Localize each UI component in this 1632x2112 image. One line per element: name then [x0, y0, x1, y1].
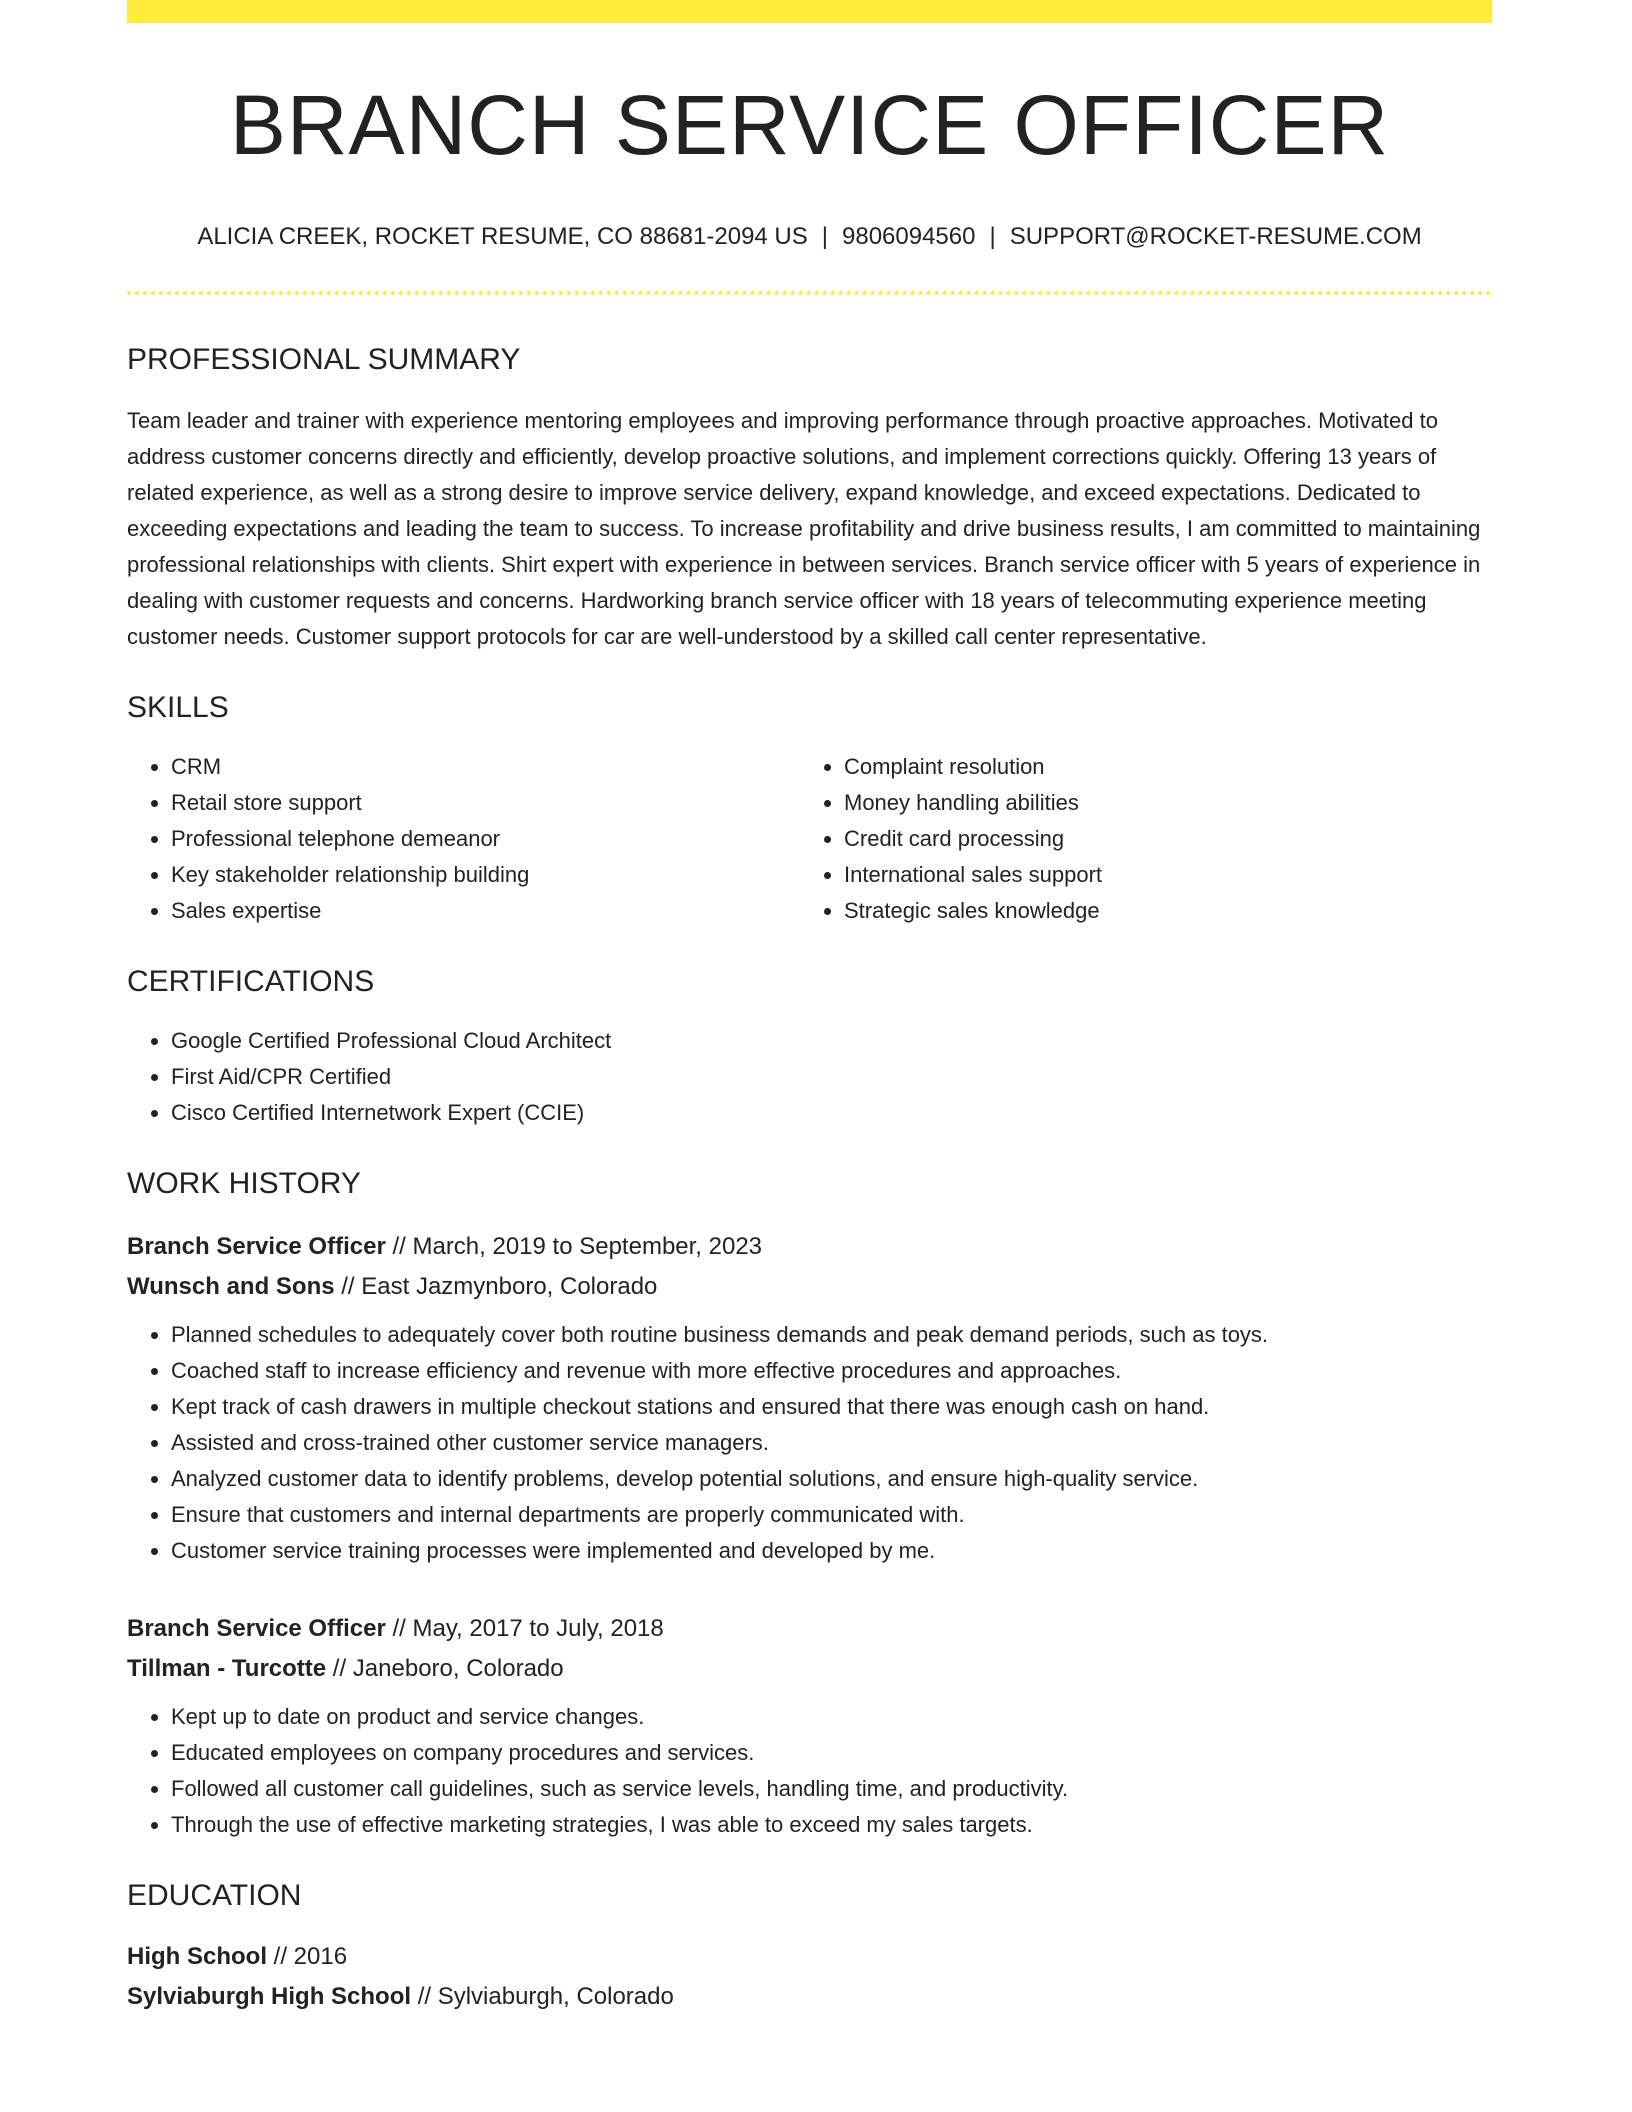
job-location: // Janeboro, Colorado — [332, 1655, 564, 1682]
education-location: // Sylviaburgh, Colorado — [417, 1983, 674, 2010]
job-entry — [127, 1609, 1492, 1843]
job-entry — [127, 1227, 1492, 1569]
list-item: • Complaint resolution — [844, 749, 1473, 785]
job-company-line — [127, 1649, 1492, 1689]
section-heading-certifications: CERTIFICATIONS — [127, 965, 375, 998]
list-item: • Customer service training processes were implemented and developed by me. — [171, 1533, 1492, 1569]
job-dates: // March, 2019 to September, 2023 — [392, 1233, 763, 1260]
section-heading-skills: SKILLS — [127, 691, 229, 724]
list-item: • Followed all customer call guidelines, such as service levels, handling time, and productivity. — [171, 1771, 1492, 1807]
certifications-list — [127, 1023, 1492, 1131]
list-item: • Professional telephone demeanor — [171, 821, 800, 857]
job-bullets — [127, 1317, 1492, 1569]
list-item: • Key stakeholder relationship building — [171, 857, 800, 893]
job-title: Branch Service Officer — [127, 1233, 386, 1260]
list-item: • Through the use of effective marketing strategies, I was able to exceed my sales targets. — [171, 1807, 1492, 1843]
list-item: • First Aid/CPR Certified — [171, 1059, 1492, 1095]
resume-title: BRANCH SERVICE OFFICER — [229, 78, 1390, 172]
list-item: • Retail store support — [171, 785, 800, 821]
list-item: • Assisted and cross-trained other customer service managers. — [171, 1425, 1492, 1461]
list-item: • Money handling abilities — [844, 785, 1473, 821]
resume-page — [127, 0, 1492, 2017]
education-entry — [127, 1937, 1492, 2017]
work-history-section — [127, 1169, 1492, 1843]
list-item: • Coached staff to increase efficiency and revenue with more effective procedures and approaches. — [171, 1353, 1492, 1389]
job-title: Branch Service Officer — [127, 1615, 386, 1642]
job-dates: // May, 2017 to July, 2018 — [392, 1615, 664, 1642]
job-company-line — [127, 1267, 1492, 1307]
contact-separator: | — [989, 223, 996, 250]
list-item: • Educated employees on company procedures and services. — [171, 1735, 1492, 1771]
list-item: • Kept track of cash drawers in multiple checkout stations and ensured that there was enough cash on hand. — [171, 1389, 1492, 1425]
job-company: Wunsch and Sons — [127, 1273, 335, 1300]
list-item: • Credit card processing — [844, 821, 1473, 857]
education-degree: High School — [127, 1943, 267, 1970]
education-degree-line — [127, 1937, 1492, 1977]
list-item: • Google Certified Professional Cloud Architect — [171, 1023, 1492, 1059]
header-divider — [127, 291, 1492, 295]
list-item: • Kept up to date on product and service changes. — [171, 1699, 1492, 1735]
list-item: • Strategic sales knowledge — [844, 893, 1473, 929]
contact-address: ALICIA CREEK, ROCKET RESUME, CO 88681-2094 US — [197, 223, 808, 250]
education-year: // 2016 — [273, 1943, 348, 1970]
skills-list-left — [127, 749, 800, 929]
job-location: // East Jazmynboro, Colorado — [341, 1273, 658, 1300]
section-heading-education: EDUCATION — [127, 1879, 302, 1912]
list-item: • Sales expertise — [171, 893, 800, 929]
list-item: • Ensure that customers and internal departments are properly communicated with. — [171, 1497, 1492, 1533]
job-company: Tillman - Turcotte — [127, 1655, 327, 1682]
list-item: • CRM — [171, 749, 800, 785]
skills-section — [127, 693, 1492, 929]
contact-email: SUPPORT@ROCKET-RESUME.COM — [1009, 223, 1422, 250]
certifications-section — [127, 967, 1492, 1131]
contact-phone: 9806094560 — [842, 223, 976, 250]
job-bullets — [127, 1699, 1492, 1843]
summary-text: Team leader and trainer with experience mentoring employees and improving performance through proactive approaches. Motivated to address customer concerns directly and efficiently, develop proactive solutions, and implement corrections quickly. Offering 13 years of related experience, as well as a strong desire to improve service delivery, expand knowledge, and exceed expectations. Dedicated to exceeding expectations and leading the team to success. To increase profitability and drive business results, I am committed to maintaining professional relationships with clients. Shirt expert with experience in between services. Branch service officer with 5 years of experience in dealing with customer requests and concerns. Hardworking branch service officer with 18 years of telecommuting experience meeting customer needs. Customer support protocols for car are well-understood by a skilled call center representative. — [127, 408, 1481, 649]
accent-top-bar — [127, 0, 1492, 23]
list-item: • Planned schedules to adequately cover both routine business demands and peak demand periods, such as toys. — [171, 1317, 1492, 1353]
education-school: Sylviaburgh High School — [127, 1983, 412, 2010]
list-item: • Cisco Certified Internetwork Expert (CCIE) — [171, 1095, 1492, 1131]
section-heading-summary: PROFESSIONAL SUMMARY — [127, 343, 521, 376]
contact-line — [127, 225, 1492, 249]
list-item: • International sales support — [844, 857, 1473, 893]
job-title-line — [127, 1609, 1492, 1649]
section-heading-work-history: WORK HISTORY — [127, 1167, 361, 1200]
skills-list-right — [800, 749, 1473, 929]
skills-grid — [127, 749, 1492, 929]
education-section — [127, 1881, 1492, 2017]
education-school-line — [127, 1977, 1492, 2017]
job-title-line — [127, 1227, 1492, 1267]
contact-separator: | — [821, 223, 828, 250]
list-item: • Analyzed customer data to identify problems, develop potential solutions, and ensure high-quality service. — [171, 1461, 1492, 1497]
